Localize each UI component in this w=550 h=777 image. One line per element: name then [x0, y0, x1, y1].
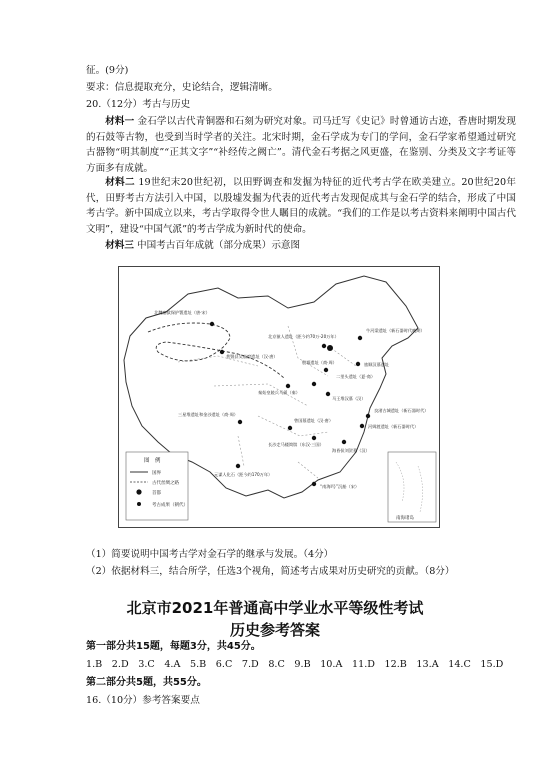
- material-1-text: 金石学以古代青铜器和石刻为研究对象。司马迁写《史记》时曾通访古迹，香唐时期发现的石鼓等古物，也受到当时学者的关注。北宋时期，金石学成为专门的学问，金石学家希望通过研究古器物“明其制度”“正其文字”“补经传之阙亡”。清代金石考据之风更盛，在鉴别、分类及文字考证等方面多有成就。: [86, 116, 516, 174]
- material-2-label: 材料二: [105, 177, 135, 188]
- multiple-choice-answers: 1.B 2.D 3.C 4.A 5.B 6.C 7.D 8.C 9.B 10.A 11.D 12.B 13.A 14.C 15.D: [86, 659, 504, 670]
- svg-text:首都: 首都: [152, 491, 161, 496]
- svg-text:国界: 国界: [152, 471, 161, 476]
- svg-text:图 例: 图 例: [144, 458, 161, 464]
- svg-text:河姆渡遗址（新石器时代）: 河姆渡遗址（新石器时代）: [368, 424, 419, 429]
- svg-text:秦始皇陵兵马俑（秦）: 秦始皇陵兵马俑（秦）: [258, 390, 300, 395]
- answer-title: 北京市2021年普通高中学业水平等级性考试: [126, 599, 424, 617]
- south-china-sea-inset: [388, 452, 436, 522]
- material-3-text: 中国考古百年成就（部分成果）示意图: [137, 240, 301, 251]
- material-2: [86, 175, 516, 237]
- question-20-heading: 20.（12分）考古与历史: [86, 99, 191, 110]
- map-legend: [126, 452, 188, 520]
- material-1: [86, 114, 516, 176]
- svg-text:古代丝绸之路: 古代丝绸之路: [152, 481, 179, 486]
- svg-text:殷墟遗址（商·周）: 殷墟遗址（商·周）: [302, 360, 337, 365]
- part-1-heading: 第一部分共15题，每题3分，共45分。: [86, 641, 261, 652]
- svg-text:长沙走马楼简牍（东汉·三国）: 长沙走马楼简牍（东汉·三国）: [268, 442, 324, 447]
- question-16-heading: 16.（10分）参考答案要点: [86, 695, 200, 706]
- svg-text:旅顺汉墓遗址: 旅顺汉墓遗址: [364, 362, 390, 367]
- svg-text:北魏塞狱保护署遗址（唐·宋）: 北魏塞狱保护署遗址（唐·宋）: [154, 310, 210, 315]
- answer-subtitle: 历史参考答案: [229, 621, 320, 639]
- part-2-heading: 第二部分共5题，共55分。: [86, 677, 207, 688]
- svg-text:三星堆遗址和金沙遗址（商·周）: 三星堆遗址和金沙遗址（商·周）: [178, 412, 238, 417]
- svg-text:普暨县吴庙窟遗址（汉·唐）: 普暨县吴庙窟遗址（汉·唐）: [226, 354, 278, 359]
- svg-text:海昏侯刘贺墓（汉）: 海昏侯刘贺墓（汉）: [332, 448, 370, 453]
- prev-requirement-line: 要求：信息提取充分，史论结合，逻辑清晰。: [86, 82, 278, 93]
- svg-text:元谋人化石（距今约170万年）: 元谋人化石（距今约170万年）: [214, 472, 273, 477]
- svg-text:“南海Ⅰ号”沉船（宋）: “南海Ⅰ号”沉船（宋）: [320, 484, 360, 489]
- svg-text:南海诸岛: 南海诸岛: [396, 516, 414, 521]
- material-1-label: 材料一: [105, 116, 135, 127]
- prev-score-line: 征。(9分): [86, 65, 129, 76]
- svg-text:北京猿人遗址（距今约70万-20万年）: 北京猿人遗址（距今约70万-20万年）: [268, 334, 339, 339]
- svg-text:牛河梁遗址（新石器时代晚期）: 牛河梁遗址（新石器时代晚期）: [366, 328, 425, 333]
- material-3: [86, 238, 516, 254]
- svg-text:曾国墓遗址（汉·唐）: 曾国墓遗址（汉·唐）: [294, 418, 334, 423]
- question-20-part-2: （2）依据材料三，结合所学，任选3个视角，简述考古成果对历史研究的贡献。（8分）: [86, 566, 455, 577]
- capital-marker: [327, 345, 333, 351]
- archaeology-map: [118, 266, 440, 528]
- svg-text:马王堆汉墓（汉）: 马王堆汉墓（汉）: [332, 396, 366, 401]
- svg-text:二里头遗址（夏·商）: 二里头遗址（夏·商）: [336, 374, 376, 379]
- question-20-part-1: （1）简要说明中国考古学对金石学的继承与发展。（4分）: [86, 549, 334, 560]
- material-2-text: 19世纪末20世纪初，以田野调查和发掘为特征的近代考古学在欧美建立。20世纪20年代，田野考古方法引入中国，以殷墟发掘为代表的近代考古发现促成其与金石学的结合，形成了中国考古学。新中国成立以来，考古学取得令世人瞩目的成就。“我们的工作是以考古资料来阐明中国古代文明”，建设“中国气派”的考古学成为新时代的使命。: [86, 177, 516, 235]
- svg-text:良渚古城遗址（新石器时代）: 良渚古城遗址（新石器时代）: [374, 408, 429, 413]
- svg-text:考古成果（朝代）: 考古成果（朝代）: [152, 503, 188, 508]
- material-3-label: 材料三: [105, 240, 134, 251]
